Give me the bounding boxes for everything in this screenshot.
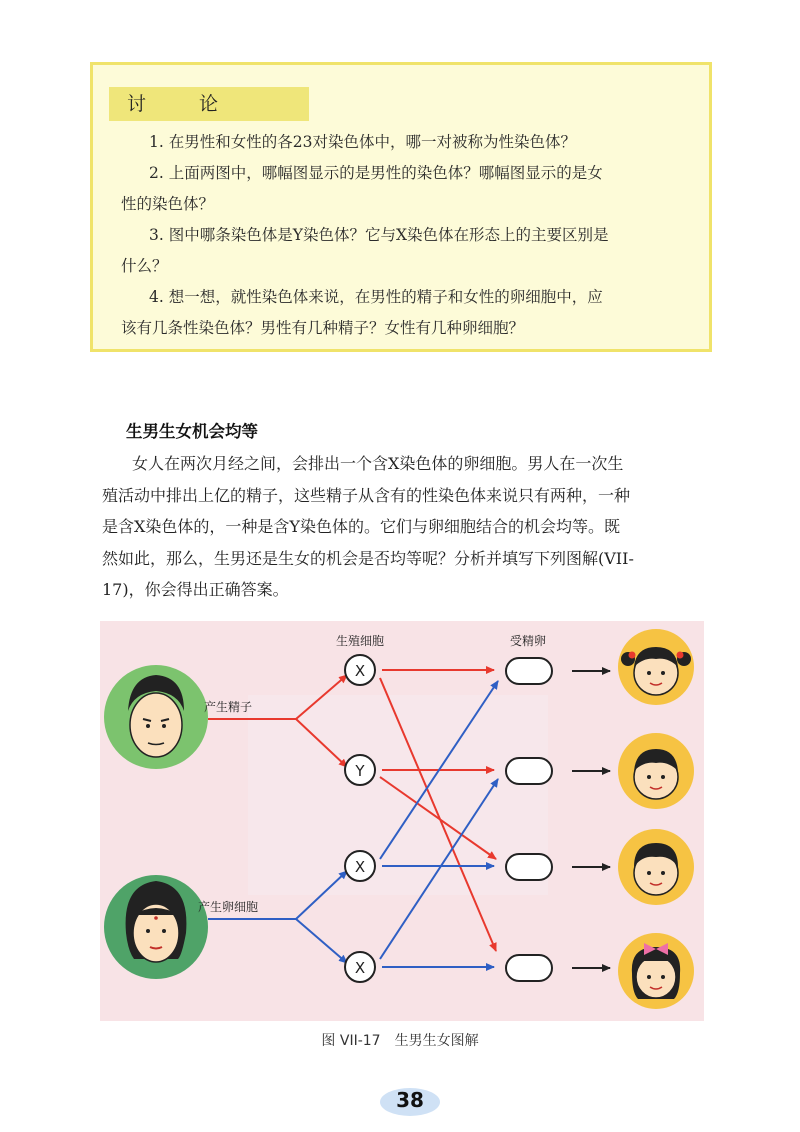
zygote-blank-2 — [506, 758, 552, 784]
mother-avatar — [104, 875, 208, 979]
child-girl-1 — [618, 629, 694, 705]
question-4-line-1: 4. 想一想，就性染色体来说，在男性的精子和女性的卵细胞中，应 — [149, 288, 603, 306]
paragraph-line-2: 殖活动中排出上亿的精子，这些精子从含有的性染色体来说只有两种，一种 — [102, 485, 631, 505]
gamete-sperm-y — [345, 755, 375, 785]
discussion-tag-char-1: 讨 — [127, 93, 147, 115]
label-gametes: 生殖细胞 — [335, 634, 385, 648]
label-zygote: 受精卵 — [509, 634, 547, 648]
child-girl-2 — [618, 933, 694, 1009]
zygote-blank-4 — [506, 955, 552, 981]
child-boy-2 — [618, 829, 694, 905]
svg-text:X: X — [354, 959, 366, 977]
question-4-line-2: 该有几条性染色体？男性有几种精子？女性有几种卵细胞？ — [121, 319, 525, 337]
discussion-tag-char-2: 论 — [199, 93, 219, 115]
question-2-line-2: 性的染色体？ — [121, 195, 215, 213]
question-1: 1. 在男性和女性的各23对染色体中，哪一对被称为性染色体？ — [149, 133, 576, 151]
discussion-box — [90, 62, 712, 352]
question-3-line-2: 什么？ — [121, 257, 168, 275]
question-3-line-1: 3. 图中哪条染色体是Y染色体？它与X染色体在形态上的主要区别是 — [149, 226, 609, 244]
paragraph-line-5: 17)，你会得出正确答案。 — [102, 580, 289, 599]
child-boy-1 — [618, 733, 694, 809]
paragraph-line-1: 女人在两次月经之间，会排出一个含X染色体的卵细胞。男人在一次生 — [132, 454, 624, 473]
discussion-questions — [121, 127, 701, 344]
figure-caption: 图 VII-17 生男生女图解 — [321, 1033, 479, 1049]
gamete-sperm-x — [345, 655, 375, 685]
zygote-blank-1 — [506, 658, 552, 684]
gamete-egg-x-2 — [345, 952, 375, 982]
father-avatar — [104, 665, 208, 769]
paragraph-line-3: 是含X染色体的，一种是含Y染色体的。它们与卵细胞结合的机会均等。既 — [102, 517, 620, 536]
paragraph-line-4: 然如此，那么，生男还是生女的机会是否均等呢？分析并填写下列图解(VII- — [102, 548, 634, 568]
svg-text:Y: Y — [355, 762, 365, 780]
page-number: 38 — [396, 1088, 424, 1112]
question-2-line-1: 2. 上面两图中，哪幅图显示的是男性的染色体？哪幅图显示的是女 — [149, 164, 603, 182]
svg-text:X: X — [354, 858, 366, 876]
svg-text:X: X — [354, 662, 366, 680]
zygote-blank-3 — [506, 854, 552, 880]
sex-determination-diagram — [98, 615, 708, 1027]
label-egg: 产生卵细胞 — [197, 900, 259, 914]
gamete-egg-x-1 — [345, 851, 375, 881]
label-sperm: 产生精子 — [203, 700, 253, 714]
section-paragraph — [102, 448, 722, 606]
discussion-tag — [109, 87, 309, 121]
section-title: 生男生女机会均等 — [126, 422, 258, 441]
